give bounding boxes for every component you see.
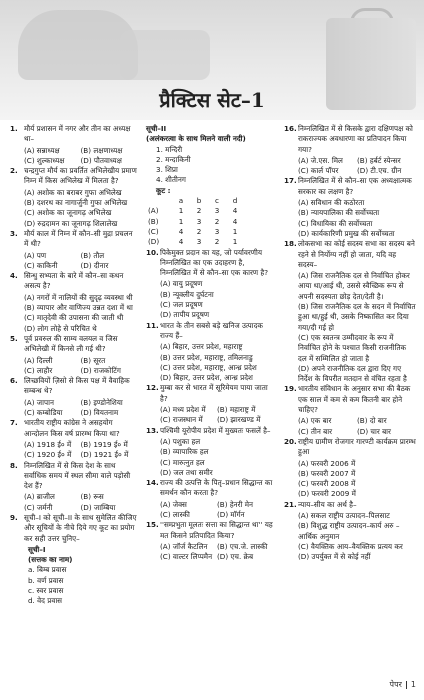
option[interactable]: (D) फरवरी 2009 में [298,489,356,499]
list-1: सूची–I (सत्तक का नाम) a. बिम्ब प्रवास b. वर्ण प्रवास c. स्वर प्रवास d. वेद प्रवास [10,545,137,607]
option[interactable]: (B) महाराष्ट्र में [217,405,256,415]
list-item: d. वेद प्रवास [28,596,63,606]
question-18: 18. लोकसभा का कोई सदस्य सभा का सदस्य बने रहने से निर्योग्य नहीं हो जाता, यदि वह सदस्य– [284,239,415,269]
question-1: 1. मौर्य प्रशासन में नगर और तीन का अध्यक्ष था– [10,124,131,144]
list-2: सूची–II (अलंकरत्वा के साथ मिलने वाली नदी) 1. मन्दिरी 2. मन्दाकिनी 3. शिप्रा 4. शीतीनग [146,124,274,186]
page-footer [390,679,416,690]
option[interactable]: (C) कार्ल पॉपर [298,166,339,176]
option[interactable]: (A) अशोक का बराबर गुफा अभिलेख [24,187,122,197]
question-5: 5. पूर्व प्रवरुल की साम्य वलयल व जिस अभिलेखी में किनसे ली गई थी? [10,333,118,354]
question-9: 9. सूची–I को सूची–II के साथ सुमेलित कीजिए और सूचियों के नीचे दिये गए कूट का प्रयोग कर सही उत्तर चुनिए– [10,512,137,543]
option[interactable]: (A) एक बार [298,416,332,426]
option[interactable]: (D) चार बार [357,426,391,436]
question-17: 17. निम्नलिखित में से कौन–सा एक अध्यक्षात्मक सरकार का लक्षण है? [284,176,412,196]
option[interactable]: (A) मध्य प्रदेश में [160,405,206,415]
footer-divider [406,681,407,689]
option[interactable]: (B) सूरत [80,355,106,365]
question-6: 6. लिच्छवियों ज़िसो से किस पक्ष में वैवाहिक सम्बन्ध थे? [10,376,130,396]
column-2 [146,124,274,562]
option[interactable]: (A) जिस राजनैतिक दल से निर्वाचित होकर आया था/आई थी, उससे स्वैच्छिक रूप से अपनी सदस्यता छोड़ देता/देती है। [298,271,410,301]
option[interactable]: (D) अपने राजनीतिक दल द्वारा दिए गए निर्देश के विपरीत मतदान से वंचित रहता है [298,363,407,384]
option[interactable]: (B) जिस राजनैतिक दल के सदन में निर्वाचित हुआ था/हुई थी, उसके निष्कासित कर दिया गया/दी गई हो [298,302,416,332]
option[interactable]: (C) शुल्काध्यक्ष [24,155,65,165]
question-19: 19. भारतीय संविधान के अनुसार सभा की बैठक एक साल में कम से कम कितनी बार होने चाहिए? [284,384,411,415]
option[interactable]: (B) व्यापारिक हल [160,447,209,457]
option[interactable]: (B) फरवरी 2007 में [298,468,356,478]
option[interactable]: (B) दशरथ का नागार्जुनी गुफा अभिलेख [24,198,128,208]
option[interactable]: (D) जल तथा समीर [160,467,213,477]
option[interactable]: (A) सकल राष्ट्रीय उत्पादन–पिलसाट [298,510,390,520]
option[interactable]: (B) विशुद्ध राष्ट्रीय उत्पादन–कार्य अरु – आर्थिक अनुमान [298,521,400,541]
code-grid: a b c d (A) 1 2 3 4 (B) 1 3 2 4 (C) 4 2 3 1 (D) 4 3 2 1 [146,196,274,247]
code-row[interactable]: (B) 1 3 2 4 [148,216,238,226]
question-21: 21. न्याय–सीय का अर्थ है– [284,499,357,509]
option[interactable]: (D) राजकोटिंग [80,365,121,375]
question-16: 16. निम्नलिखित में से किसके द्वारा दक्षिणपक्ष को राकराज्यक अवधारणा का प्रतिपादन किया गया? [284,124,413,154]
option[interactable]: (C) वाल्टर लिप्पमैन [160,552,213,562]
list-item: b. वर्ण प्रवास [28,575,64,585]
question-15: 15. ''सम्प्रभुता मूलतः सत्ता का सिद्धान्त था'' यह मत किसने प्रतिपादित किया? [146,520,273,540]
option[interactable]: (C) जल प्रदूषण [160,300,203,310]
column-1 [10,124,137,607]
code-row[interactable]: (A) 1 2 3 4 [148,206,238,216]
option[interactable]: (C) वैयक्तिक आय–वैयक्तिक प्रत्यय कर [298,541,403,551]
option[interactable]: (C) काकिनी [24,260,58,270]
option[interactable]: (B) हर्बर्ट स्पेन्सर [357,155,401,165]
option[interactable]: (B) रूस [80,492,104,502]
option[interactable]: (D) एच. क्रेब [217,552,254,562]
option[interactable]: (B) 1919 ई० में [80,439,128,449]
question-4: 4. सिन्धु सभ्यता के बारे में कौन–सा कथन असत्य है? [10,271,124,291]
option[interactable]: (C) उत्तर प्रदेश, महाराष्ट्र, आन्ध्र प्रदेश [160,362,257,372]
page-title: प्रैक्टिस सेट–1 [159,88,265,112]
option[interactable]: (B) एच.जे. लास्की [217,541,268,551]
option[interactable]: (D) लोग लोहे से परिचित थे [24,323,97,333]
option[interactable]: (B) उत्तर प्रदेश, महाराष्ट्र, तमिलनाडु [160,352,253,362]
paper-image [120,30,210,80]
option[interactable]: (A) पशुका हल [160,436,201,446]
option[interactable]: (C) कम्बोडिया [24,408,63,418]
option[interactable]: (A) जे.एस. मिल [298,155,343,165]
question-11: 11. भारत के तीन सबसे बड़े खनिज उत्पादक राज्य हैं– [146,320,263,340]
option[interactable]: (C) अशोक का जूनागढ़ अभिलेख [24,208,112,218]
list-item: a. बिम्ब प्रवास [28,565,67,575]
option[interactable]: (D) मॉर्गन [217,509,245,519]
option[interactable]: (B) इण्डोनेशिया [80,397,123,407]
page-number: 1 [410,680,416,689]
option[interactable]: (B) लक्षणाध्यक्ष [80,145,123,155]
option[interactable]: (A) जापान [24,397,54,407]
option[interactable]: (A) जॉर्ज कैटलिन [160,541,208,551]
option[interactable]: (D) वियतनाम [80,408,119,418]
option[interactable]: (D) दीनार [80,260,109,270]
question-10: 10. पिकेमुक्त प्रदान का यह, जो पर्यावरणीय निम्नलिखित का एक उदाहरण है, निम्नलिखित में से कौन–सा एक कारण है? [146,247,269,278]
question-3: 3. मौर्य काल में निम्न में कौन–सी मुद्रा प्रचलन में थी? [10,228,133,249]
list-item: 3. शिप्रा [156,165,178,175]
column-3 [284,124,416,562]
option[interactable]: (D) पौतवाध्यक्ष [80,155,122,165]
footer-label: पेपर [389,680,402,689]
option[interactable]: (C) मारुत्नुत हल [160,457,205,467]
option[interactable]: (B) न्यायपालिका की सर्वोच्चता [298,208,380,218]
option[interactable]: (C) जर्मनी [24,502,53,512]
option[interactable]: (D) टी.एच. ग्रीन [357,166,402,176]
option[interactable]: (A) 1918 ई० में [24,439,72,449]
option[interactable]: (C) फरवरी 2008 में [298,479,356,489]
option[interactable]: (A) पण [24,250,47,260]
question-2: 2. चन्द्रगुप्त मौर्य का प्रवर्तित अभिलेखीय प्रमाण निम्न में किस अभिलेख में मिलता है? [10,166,137,186]
option[interactable]: (A) जेक्स [160,499,187,509]
option[interactable]: (D) झारखण्ड में [217,415,261,425]
list-item: c. स्वर प्रवास [28,586,64,596]
option[interactable]: (D) तापीय प्रदूषण [160,310,210,320]
option[interactable]: (C) 1920 ई० में [24,450,72,460]
list-item: 4. शीतीनग [156,175,186,185]
question-7: 7. भारतीय राष्ट्रीय कांग्रेस ने असहयोग आन्दोलन किस वर्ष प्रारम्भ किया था? [10,418,120,438]
option[interactable]: (B) व्यापार और वाणिज्य उन्नत दशा में था [24,303,133,313]
option[interactable]: (C) लाहौर [24,365,53,375]
question-12: 12. मुम्बा कर से भारत में सूरिमेयम पाया जाता है? [146,383,268,403]
question-14: 14. राज्य की उत्पत्ति के पितृ–प्रधान सिद्धान्त का समर्थन कौन करता है? [146,478,273,498]
question-8: 8. निम्नलिखित में से किस देश के साथ सर्वाधिक समय में स्थल सीमा वाले पड़ोसी देश हैं? [10,460,131,491]
option[interactable]: (D) उपर्युक्त में से कोई नहीं [298,552,371,562]
code-row[interactable]: (C) 4 2 3 1 [148,226,238,236]
option[interactable]: (D) कार्यकारिणी प्रमुख की सर्वोच्चता [298,228,395,238]
option[interactable]: (B) हेनरी मेन [217,499,254,509]
option[interactable]: (D) बिहार, उत्तर प्रदेश, आन्ध्र प्रदेश [160,373,253,383]
option[interactable]: (B) दो बार [357,416,387,426]
option[interactable]: (B) तौल [80,250,105,260]
option[interactable]: (A) सन्नाध्यक्ष [24,145,60,155]
option[interactable]: (A) फरवरी 2006 में [298,458,356,468]
option[interactable]: (A) वायु प्रदूषण [160,279,203,289]
option[interactable]: (A) बिहार, उत्तर प्रदेश, महाराष्ट्र [160,342,243,352]
option[interactable]: (C) राजस्थान में [160,415,203,425]
option[interactable]: (C) तीन बार [298,426,333,436]
list-item: 2. मन्दाकिनी [156,154,191,164]
question-20: 20. राष्ट्रीय ग्रामीण रोजगार गारण्टी कार्यक्रम प्रारम्भ हुआ [284,436,416,457]
option[interactable]: (A) दिल्ली [24,355,53,365]
question-13: 13. पश्चिमी यूरोपीय प्रदेश में मुख्यतः फसलें है– [146,425,271,435]
option[interactable]: (C) मातृदेवी की उपासना की जाती थी [24,313,124,323]
option[interactable]: (A) नगरों में नालियों की सुदृढ़ व्यवस्था थी [24,292,133,302]
option[interactable]: (C) एक स्वतन्त्र उम्मीदवार के रूप में निर्वाचित होने के पश्चात किसी राजनीतिक दल में सम्मिलित हो जाता है [298,332,407,363]
option[interactable]: (C) लास्की [160,509,190,519]
code-label: कूट : [156,185,171,195]
option[interactable]: (C) विधायिका की सर्वोच्चता [298,218,373,228]
option[interactable]: (D) 1921 ई० में [80,450,129,460]
code-row[interactable]: (D) 4 3 2 1 [148,237,238,247]
option[interactable]: (D) रुद्रदामन का जूनागढ़ शिलालेख [24,218,118,228]
option[interactable]: (A) ब्राजील [24,492,55,502]
option[interactable]: (D) जाम्बिया [80,502,116,512]
list-item: 1. मन्दिरी [156,144,183,154]
option[interactable]: (A) सविधान की कठोरता [298,198,365,208]
option[interactable]: (B) न्यूक्लीय दुर्घटना [160,289,214,299]
